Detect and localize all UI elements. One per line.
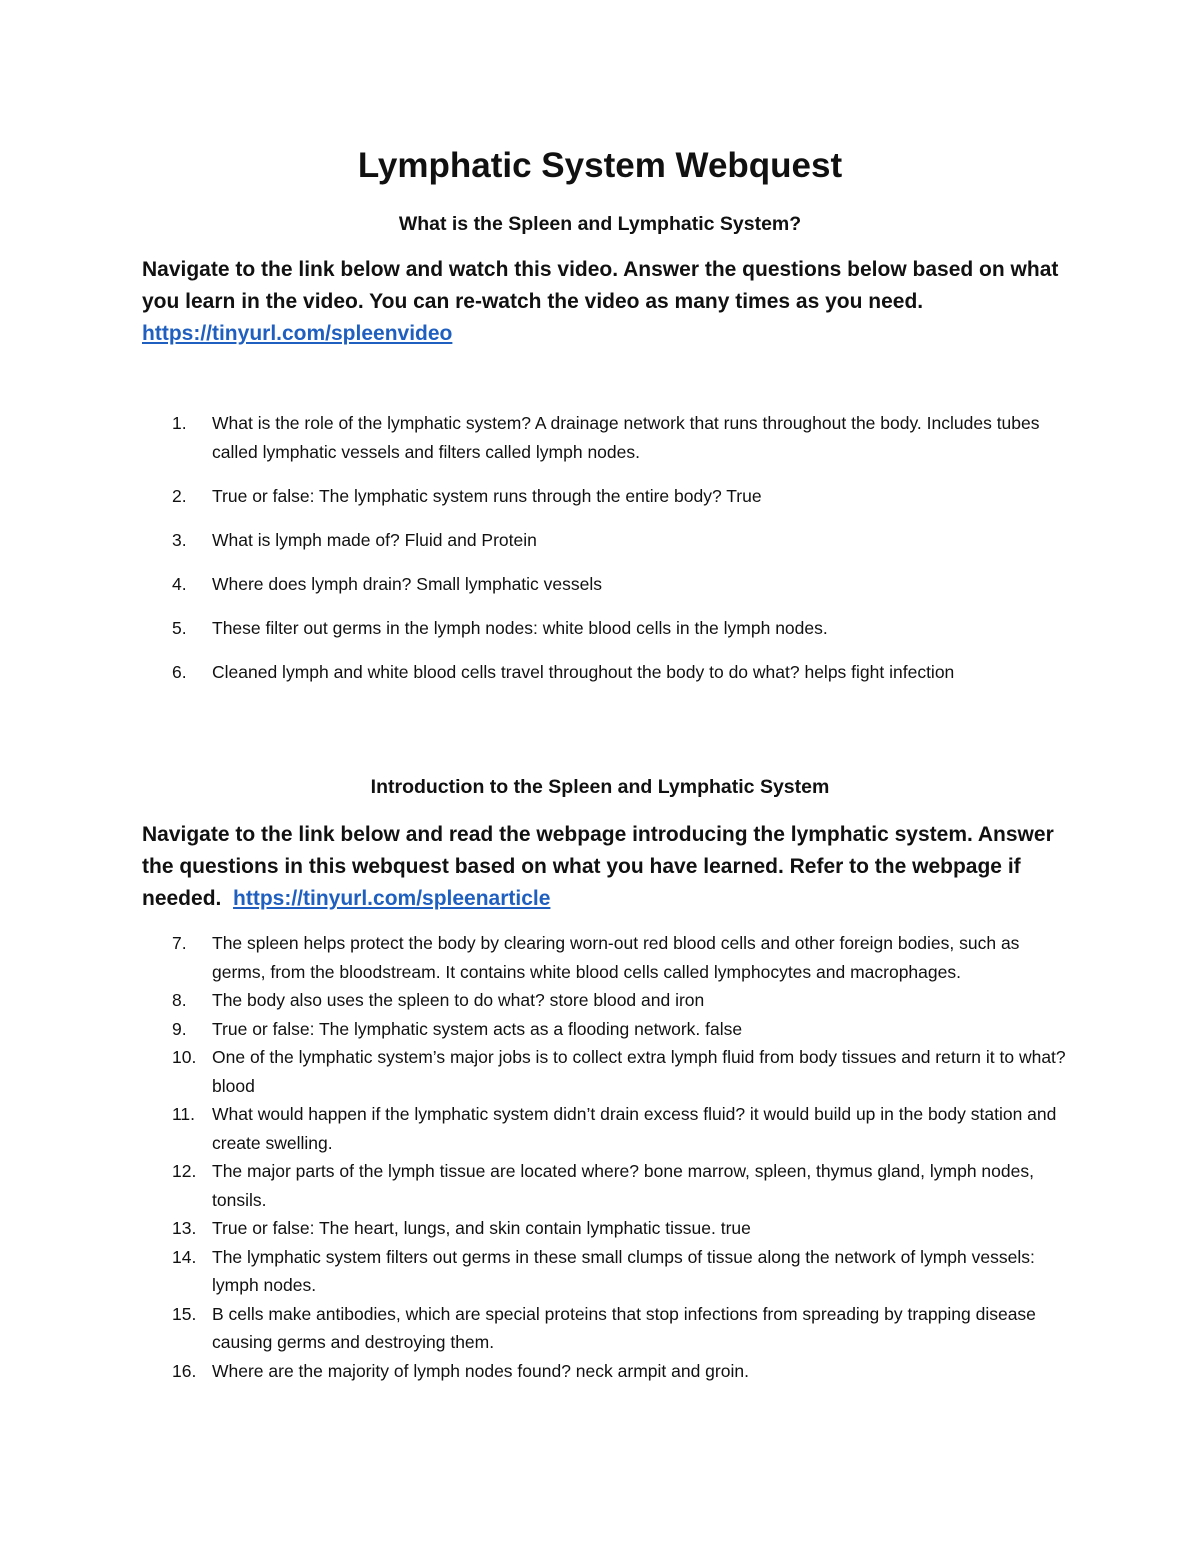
item-number: 13. [172, 1218, 197, 1238]
item-number: 1. [172, 413, 187, 433]
item-number: 15. [172, 1303, 197, 1324]
section1-instructions [142, 254, 1072, 350]
list-item [142, 1214, 1072, 1243]
item-text: True or false: The lymphatic system runs through the entire body? True [212, 485, 762, 506]
article-link[interactable]: https://tinyurl.com/spleenarticle [233, 887, 551, 910]
item-text: B cells make antibodies, which are special proteins that stop infections from spreading by trapping disease causing germs and destroying them. [212, 1303, 1036, 1352]
list-item [142, 1043, 1072, 1100]
item-text: The spleen helps protect the body by clearing worn-out red blood cells and other foreign bodies, such as germs, from the bloodstream. It contains white blood cells called lymphocytes and macrophages. [212, 933, 1020, 982]
list-item [142, 986, 1072, 1015]
item-text: What is lymph made of? Fluid and Protein [212, 529, 537, 550]
section1-instruction-line: you learn in the video. You can re-watch the video as many times as you need. [142, 290, 924, 313]
list-item [142, 1357, 1072, 1386]
item-text: What would happen if the lymphatic system didn’t drain excess fluid? it would build up in the body station and create swelling. [212, 1104, 1057, 1153]
item-text: Where are the majority of lymph nodes found? neck armpit and groin. [212, 1360, 749, 1381]
item-text: Where does lymph drain? Small lymphatic vessels [212, 573, 603, 594]
item-number: 9. [172, 1018, 187, 1039]
item-text: What is the role of the lymphatic system? A drainage network that runs throughout the body. Includes tubes called lymphatic vessels and filters called lymph nodes. [212, 413, 1040, 462]
list-item [142, 482, 1072, 511]
list-item [142, 526, 1072, 555]
item-number: 6. [172, 661, 187, 682]
section2-heading: Introduction to the Spleen and Lymphatic System [370, 776, 830, 798]
list-item [142, 929, 1072, 986]
item-text: Cleaned lymph and white blood cells travel throughout the body to do what? helps fight infection [212, 661, 955, 682]
section2-instruction-line: the questions in this webquest based on what you have learned. Refer to the webpage if [142, 855, 1021, 878]
item-number: 14. [172, 1246, 197, 1267]
list-item [142, 614, 1072, 643]
item-number: 12. [172, 1161, 197, 1181]
item-number: 10. [172, 1047, 197, 1067]
list-item [142, 1157, 1072, 1214]
item-number: 7. [172, 933, 187, 953]
item-number: 2. [172, 485, 187, 506]
page-title: Lymphatic System Webquest [357, 146, 843, 185]
section1-heading: What is the Spleen and Lymphatic System? [398, 213, 802, 235]
section1-instruction-line: Navigate to the link below and watch this video. Answer the questions below based on what [142, 258, 1059, 281]
item-text: These filter out germs in the lymph nodes: white blood cells in the lymph nodes. [212, 617, 828, 638]
item-text: True or false: The heart, lungs, and skin contain lymphatic tissue. true [212, 1218, 751, 1238]
item-number: 8. [172, 990, 187, 1010]
item-text: The major parts of the lymph tissue are located where? bone marrow, spleen, thymus gland, lymph nodes, tonsils. [212, 1161, 1034, 1210]
item-number: 5. [172, 617, 187, 638]
list-item [142, 409, 1072, 466]
item-number: 16. [172, 1360, 197, 1381]
list-item [142, 1015, 1072, 1044]
item-number: 3. [172, 529, 187, 550]
section1-question-list [142, 409, 1072, 702]
list-item [142, 658, 1072, 687]
list-item [142, 1243, 1072, 1300]
section2-instruction-line: Navigate to the link below and read the webpage introducing the lymphatic system. Answer [142, 823, 1054, 846]
item-text: The lymphatic system filters out germs in these small clumps of tissue along the network of lymph vessels: lymph nodes. [212, 1246, 1035, 1295]
section2-instructions [142, 819, 1072, 915]
video-link[interactable]: https://tinyurl.com/spleenvideo [142, 322, 453, 345]
item-text: The body also uses the spleen to do what? store blood and iron [212, 990, 705, 1010]
item-number: 4. [172, 573, 187, 594]
item-number: 11. [172, 1104, 196, 1124]
item-text: True or false: The lymphatic system acts as a flooding network. false [212, 1018, 743, 1039]
section2-instruction-line: needed. [142, 887, 222, 910]
section2-question-list [142, 929, 1072, 1385]
list-item [142, 570, 1072, 599]
list-item [142, 1100, 1072, 1157]
item-text: One of the lymphatic system’s major jobs is to collect extra lymph fluid from body tissues and return it to what? blood [212, 1047, 1066, 1096]
list-item [142, 1300, 1072, 1357]
